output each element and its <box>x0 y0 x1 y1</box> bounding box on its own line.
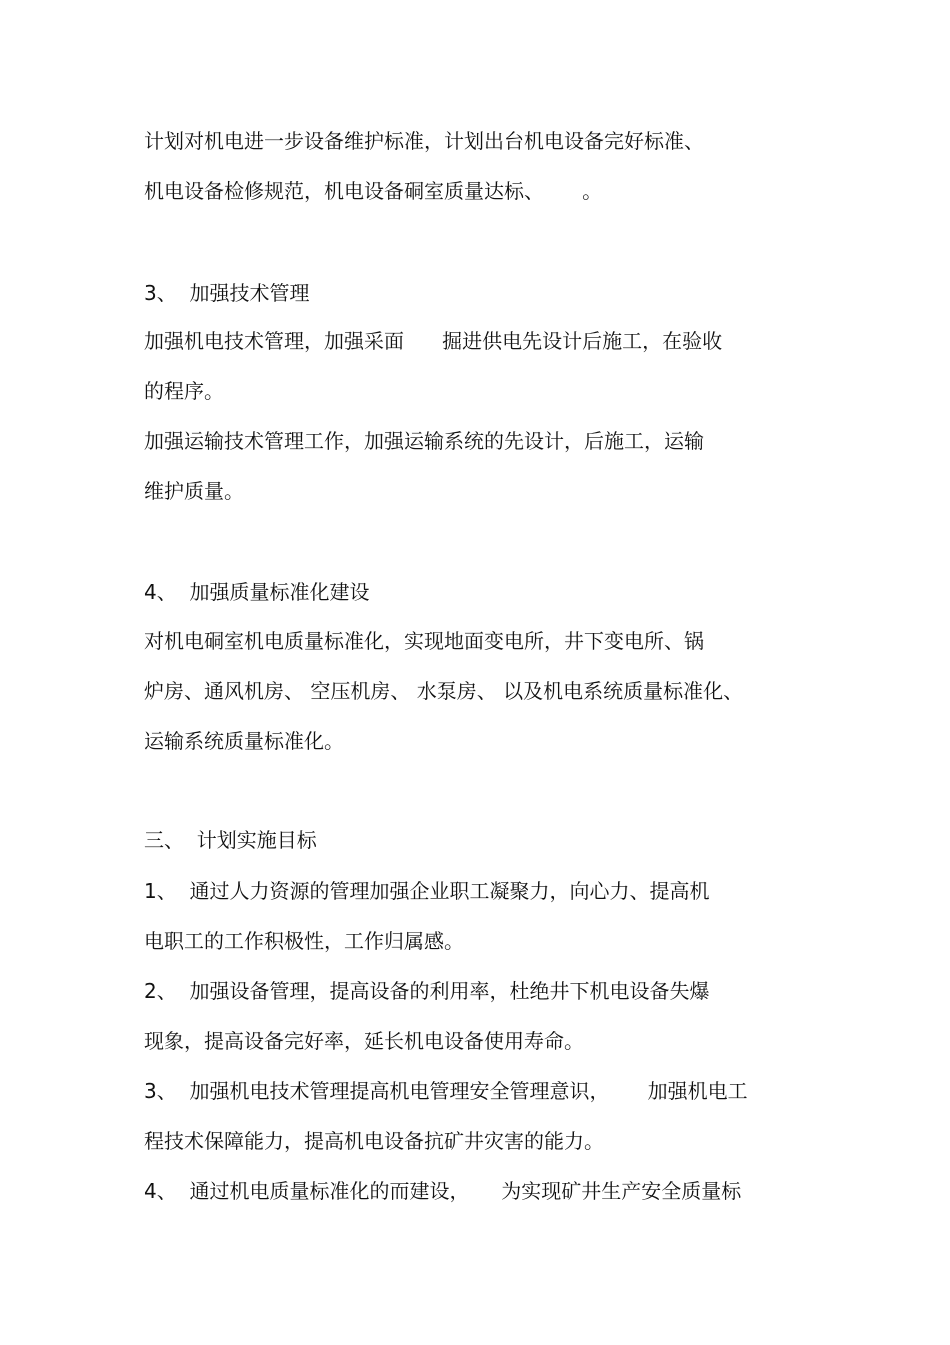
text-line: 加强机电技术管理，加强采面 掘进供电先设计后施工，在验收 <box>144 329 723 353</box>
text-line: 现象，提高设备完好率，延长机电设备使用寿命。 <box>144 1029 584 1053</box>
text-line: 维护质量。 <box>144 479 244 503</box>
text-line: 程技术保障能力，提高机电设备抗矿井灾害的能力。 <box>144 1129 604 1153</box>
text-line: 加强运输技术管理工作，加强运输系统的先设计，后施工，运输 <box>144 429 704 453</box>
text-line: 2、 加强设备管理，提高设备的利用率，杜绝井下机电设备失爆 <box>144 979 710 1003</box>
section-heading: 4、 加强质量标准化建设 <box>144 580 370 604</box>
text-line: 炉房、通风机房、 空压机房、 水泵房、 以及机电系统质量标准化、 <box>144 679 744 703</box>
text-line: 机电设备检修规范，机电设备硐室质量达标、 。 <box>144 179 603 203</box>
text-line: 运输系统质量标准化。 <box>144 729 344 753</box>
text-line: 计划对机电进一步设备维护标准，计划出台机电设备完好标准、 <box>144 129 704 153</box>
text-line: 3、 加强机电技术管理提高机电管理安全管理意识， 加强机电工 <box>144 1079 748 1103</box>
section-heading: 三、 计划实施目标 <box>144 828 317 852</box>
text-line: 4、 通过机电质量标准化的而建设， 为实现矿井生产安全质量标 <box>144 1179 742 1203</box>
text-line: 的程序。 <box>144 379 224 403</box>
text-line: 电职工的工作积极性，工作归属感。 <box>144 929 464 953</box>
section-heading: 3、 加强技术管理 <box>144 281 310 305</box>
text-line: 1、 通过人力资源的管理加强企业职工凝聚力，向心力、提高机 <box>144 879 710 903</box>
text-line: 对机电硐室机电质量标准化，实现地面变电所，井下变电所、锅 <box>144 629 704 653</box>
